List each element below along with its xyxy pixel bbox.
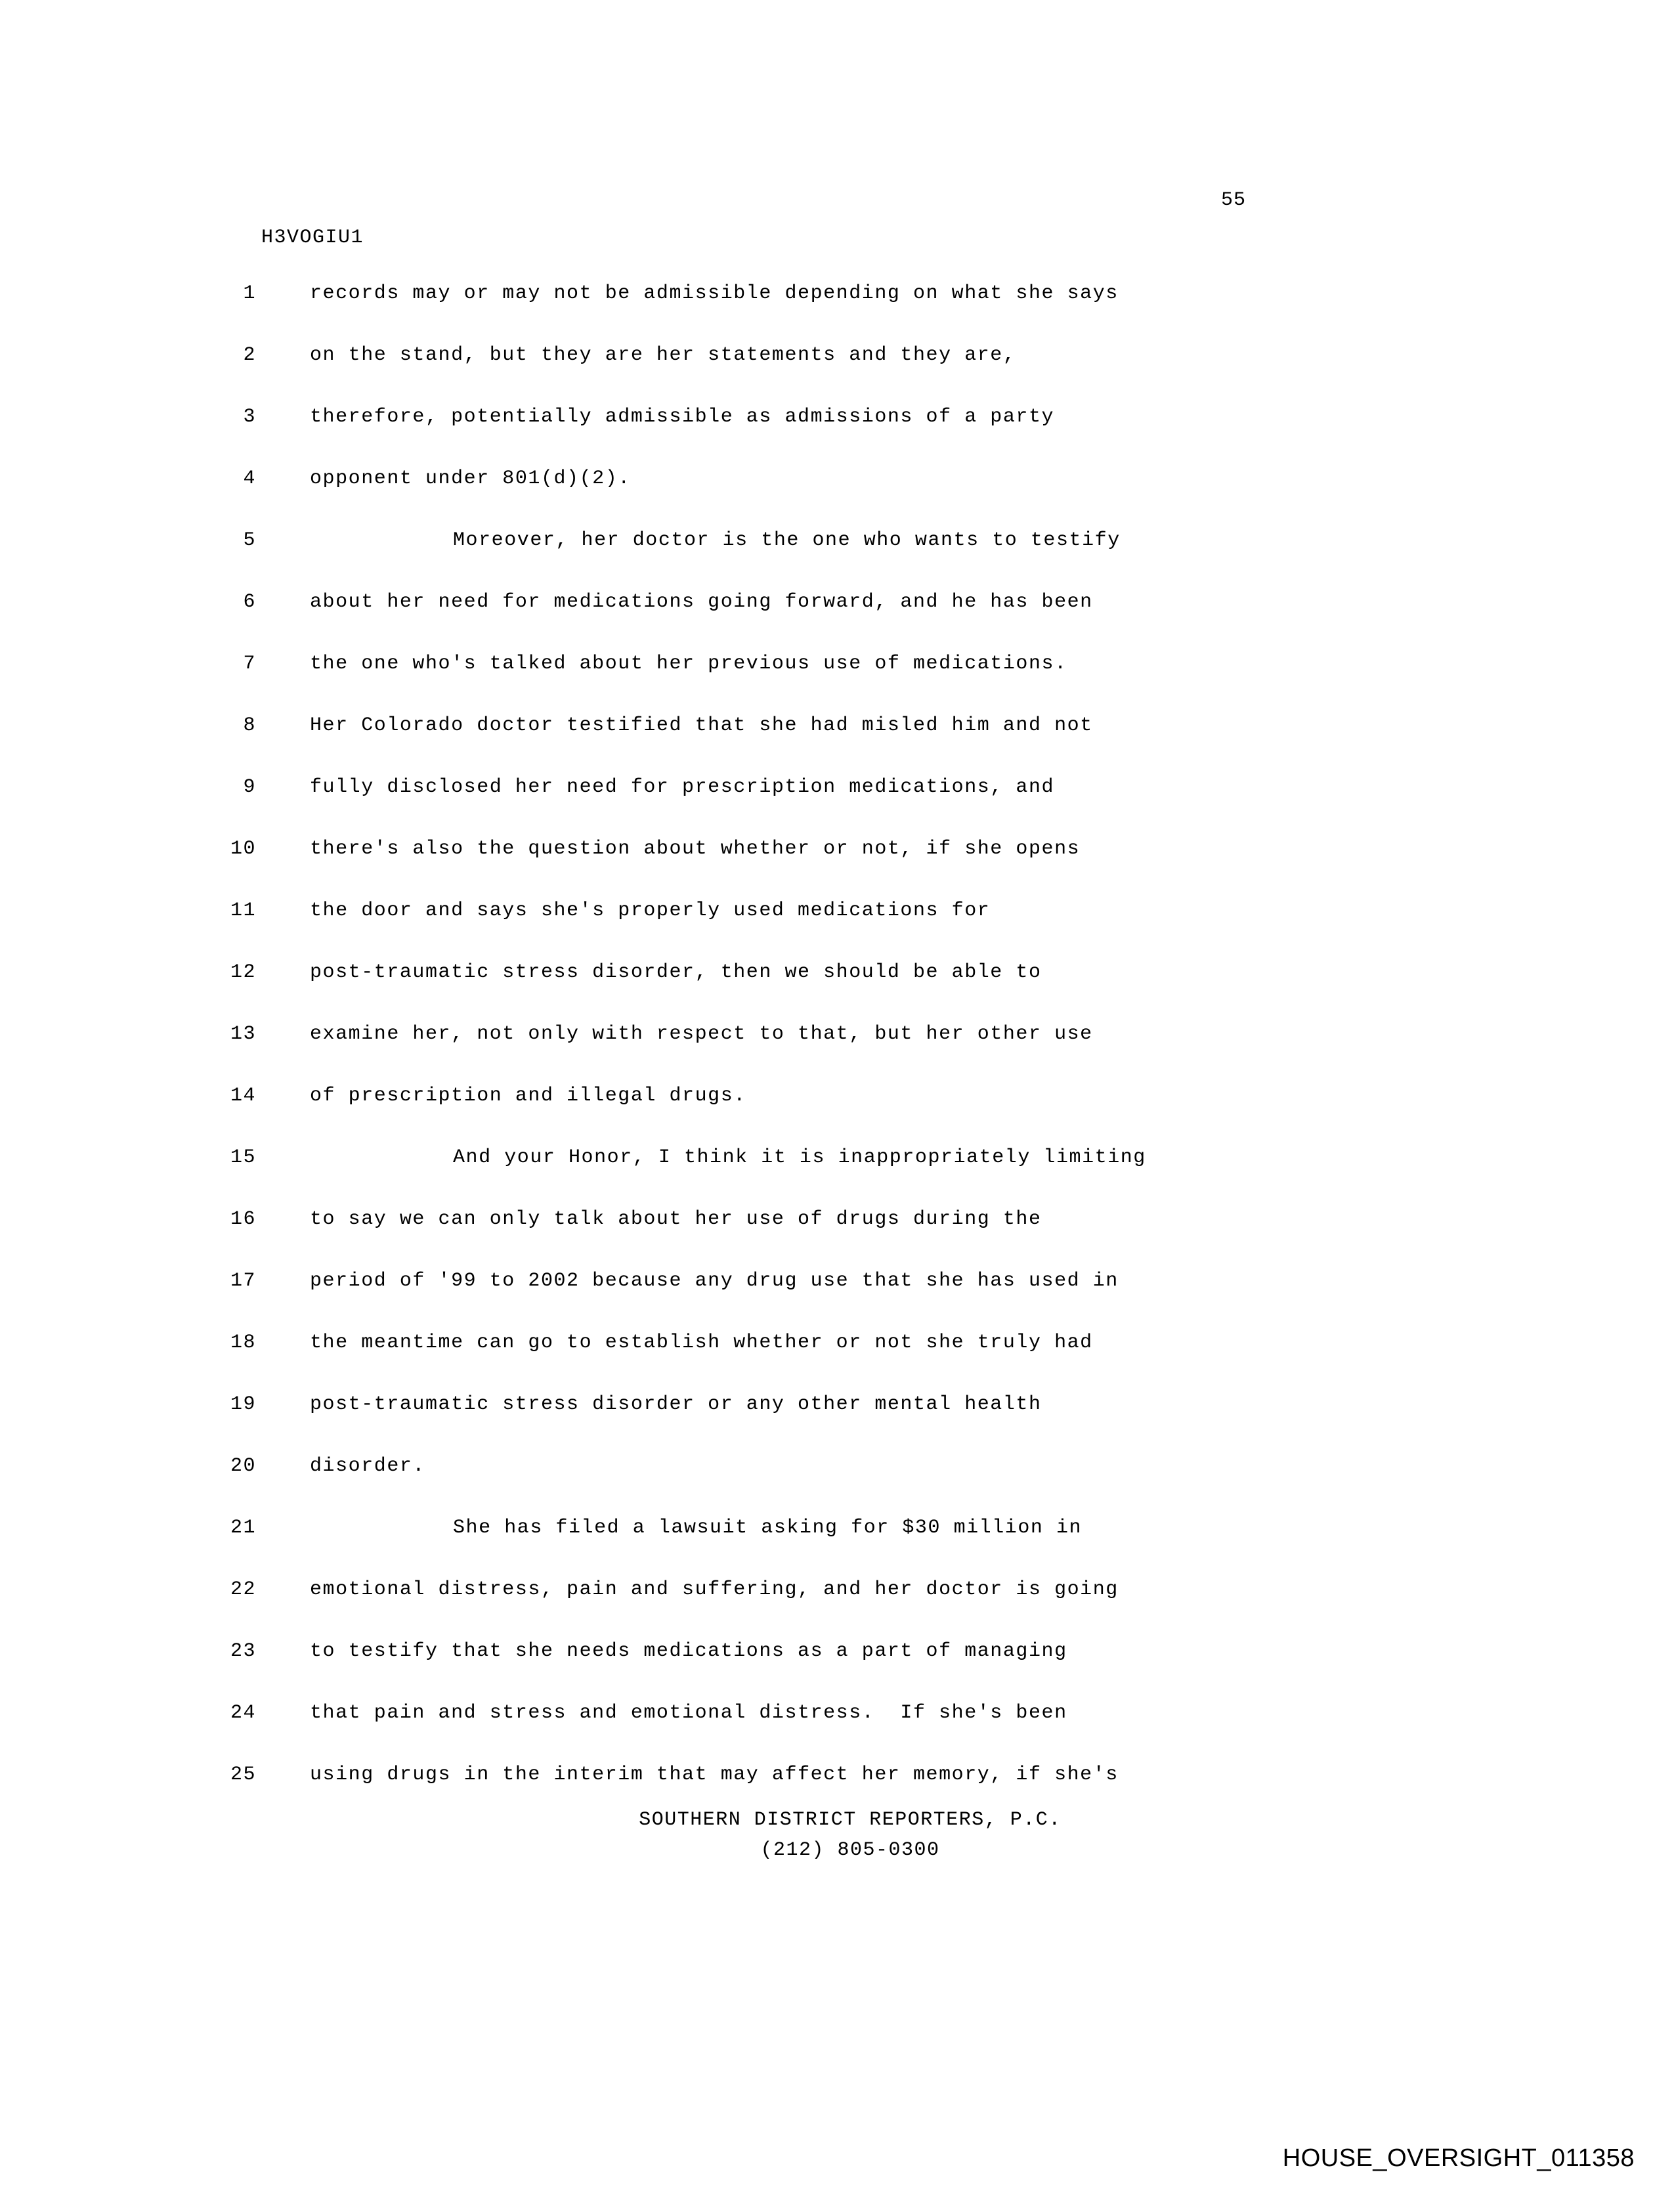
line-number: 15 — [230, 1146, 256, 1169]
transcript-line — [184, 1640, 1431, 1702]
line-number: 11 — [230, 900, 256, 922]
transcript-line — [184, 776, 1431, 838]
line-text: about her need for medications going forward, and he has been — [310, 591, 1093, 613]
line-number: 20 — [230, 1455, 256, 1477]
page-number: 55 — [1221, 189, 1247, 211]
line-text: post-traumatic stress disorder, then we should be able to — [310, 961, 1042, 984]
line-number: 2 — [243, 344, 256, 366]
line-number: 22 — [230, 1578, 256, 1601]
line-text: fully disclosed her need for prescription medications, and — [310, 776, 1055, 798]
transcript-line — [184, 653, 1431, 714]
transcript-line — [184, 1517, 1431, 1578]
transcript-line — [184, 1578, 1431, 1640]
line-text — [310, 529, 1121, 552]
line-text: there's also the question about whether or not, if she opens — [310, 838, 1081, 860]
reporter-phone: (212) 805-0300 — [760, 1839, 940, 1861]
transcript-line — [184, 1208, 1431, 1270]
transcript-line — [184, 1023, 1431, 1085]
line-number: 18 — [230, 1332, 256, 1354]
line-number: 9 — [243, 776, 256, 798]
transcript-line — [184, 714, 1431, 776]
line-number: 13 — [230, 1023, 256, 1045]
line-number: 6 — [243, 591, 256, 613]
line-text: emotional distress, pain and suffering, and her doctor is going — [310, 1578, 1119, 1601]
transcript-line — [184, 344, 1431, 406]
line-number: 21 — [230, 1517, 256, 1539]
line-text-content: Moreover, her doctor is the one who wants to testify — [453, 529, 1121, 552]
bates-stamp: HOUSE_OVERSIGHT_011358 — [1282, 2144, 1635, 2172]
line-text: disorder. — [310, 1455, 425, 1477]
line-number: 7 — [243, 653, 256, 675]
line-text-content: And your Honor, I think it is inappropriately limiting — [453, 1146, 1146, 1169]
line-text: records may or may not be admissible depending on what she says — [310, 282, 1119, 305]
reporter-name: SOUTHERN DISTRICT REPORTERS, P.C. — [639, 1809, 1062, 1831]
transcript-line — [184, 406, 1431, 467]
transcript-line — [184, 1702, 1431, 1764]
transcript-line — [184, 1085, 1431, 1146]
line-number: 1 — [243, 282, 256, 305]
transcript-line — [184, 529, 1431, 591]
line-text: the door and says she's properly used medications for — [310, 900, 991, 922]
transcript-line — [184, 1393, 1431, 1455]
transcript-line — [184, 1270, 1431, 1332]
line-number: 8 — [243, 714, 256, 737]
line-text: the meantime can go to establish whether or not she truly had — [310, 1332, 1093, 1354]
line-number: 12 — [230, 961, 256, 984]
line-text: to testify that she needs medications as a part of managing — [310, 1640, 1067, 1662]
line-text: post-traumatic stress disorder or any other mental health — [310, 1393, 1042, 1416]
line-text — [310, 1146, 1146, 1169]
transcript-line — [184, 282, 1431, 344]
line-number: 3 — [243, 406, 256, 428]
transcript-body — [184, 282, 1431, 1825]
line-text: using drugs in the interim that may affect her memory, if she's — [310, 1764, 1119, 1786]
line-number: 23 — [230, 1640, 256, 1662]
line-number: 24 — [230, 1702, 256, 1724]
line-number: 17 — [230, 1270, 256, 1292]
line-text: opponent under 801(d)(2). — [310, 467, 631, 490]
line-text: period of '99 to 2002 because any drug use that she has used in — [310, 1270, 1119, 1292]
line-text — [310, 1517, 1082, 1539]
line-text: Her Colorado doctor testified that she had misled him and not — [310, 714, 1093, 737]
line-text: on the stand, but they are her statements and they are, — [310, 344, 1016, 366]
line-number: 4 — [243, 467, 256, 490]
document-code: H3VOGIU1 — [261, 227, 364, 249]
line-text-content: She has filed a lawsuit asking for $30 million in — [453, 1517, 1083, 1539]
transcript-line — [184, 591, 1431, 653]
line-text: examine her, not only with respect to that, but her other use — [310, 1023, 1093, 1045]
line-text: therefore, potentially admissible as admissions of a party — [310, 406, 1055, 428]
line-text: to say we can only talk about her use of drugs during the — [310, 1208, 1042, 1230]
line-text: the one who's talked about her previous use of medications. — [310, 653, 1067, 675]
line-number: 16 — [230, 1208, 256, 1230]
line-number: 19 — [230, 1393, 256, 1416]
transcript-line — [184, 1332, 1431, 1393]
transcript-line — [184, 1455, 1431, 1517]
transcript-line — [184, 961, 1431, 1023]
transcript-line — [184, 838, 1431, 900]
line-number: 5 — [243, 529, 256, 552]
line-text: that pain and stress and emotional distress. If she's been — [310, 1702, 1067, 1724]
transcript-line — [184, 900, 1431, 961]
page-footer — [0, 1809, 1674, 1861]
line-number: 14 — [230, 1085, 256, 1107]
transcript-line — [184, 467, 1431, 529]
transcript-line — [184, 1146, 1431, 1208]
line-number: 25 — [230, 1764, 256, 1786]
line-number: 10 — [230, 838, 256, 860]
line-text: of prescription and illegal drugs. — [310, 1085, 746, 1107]
